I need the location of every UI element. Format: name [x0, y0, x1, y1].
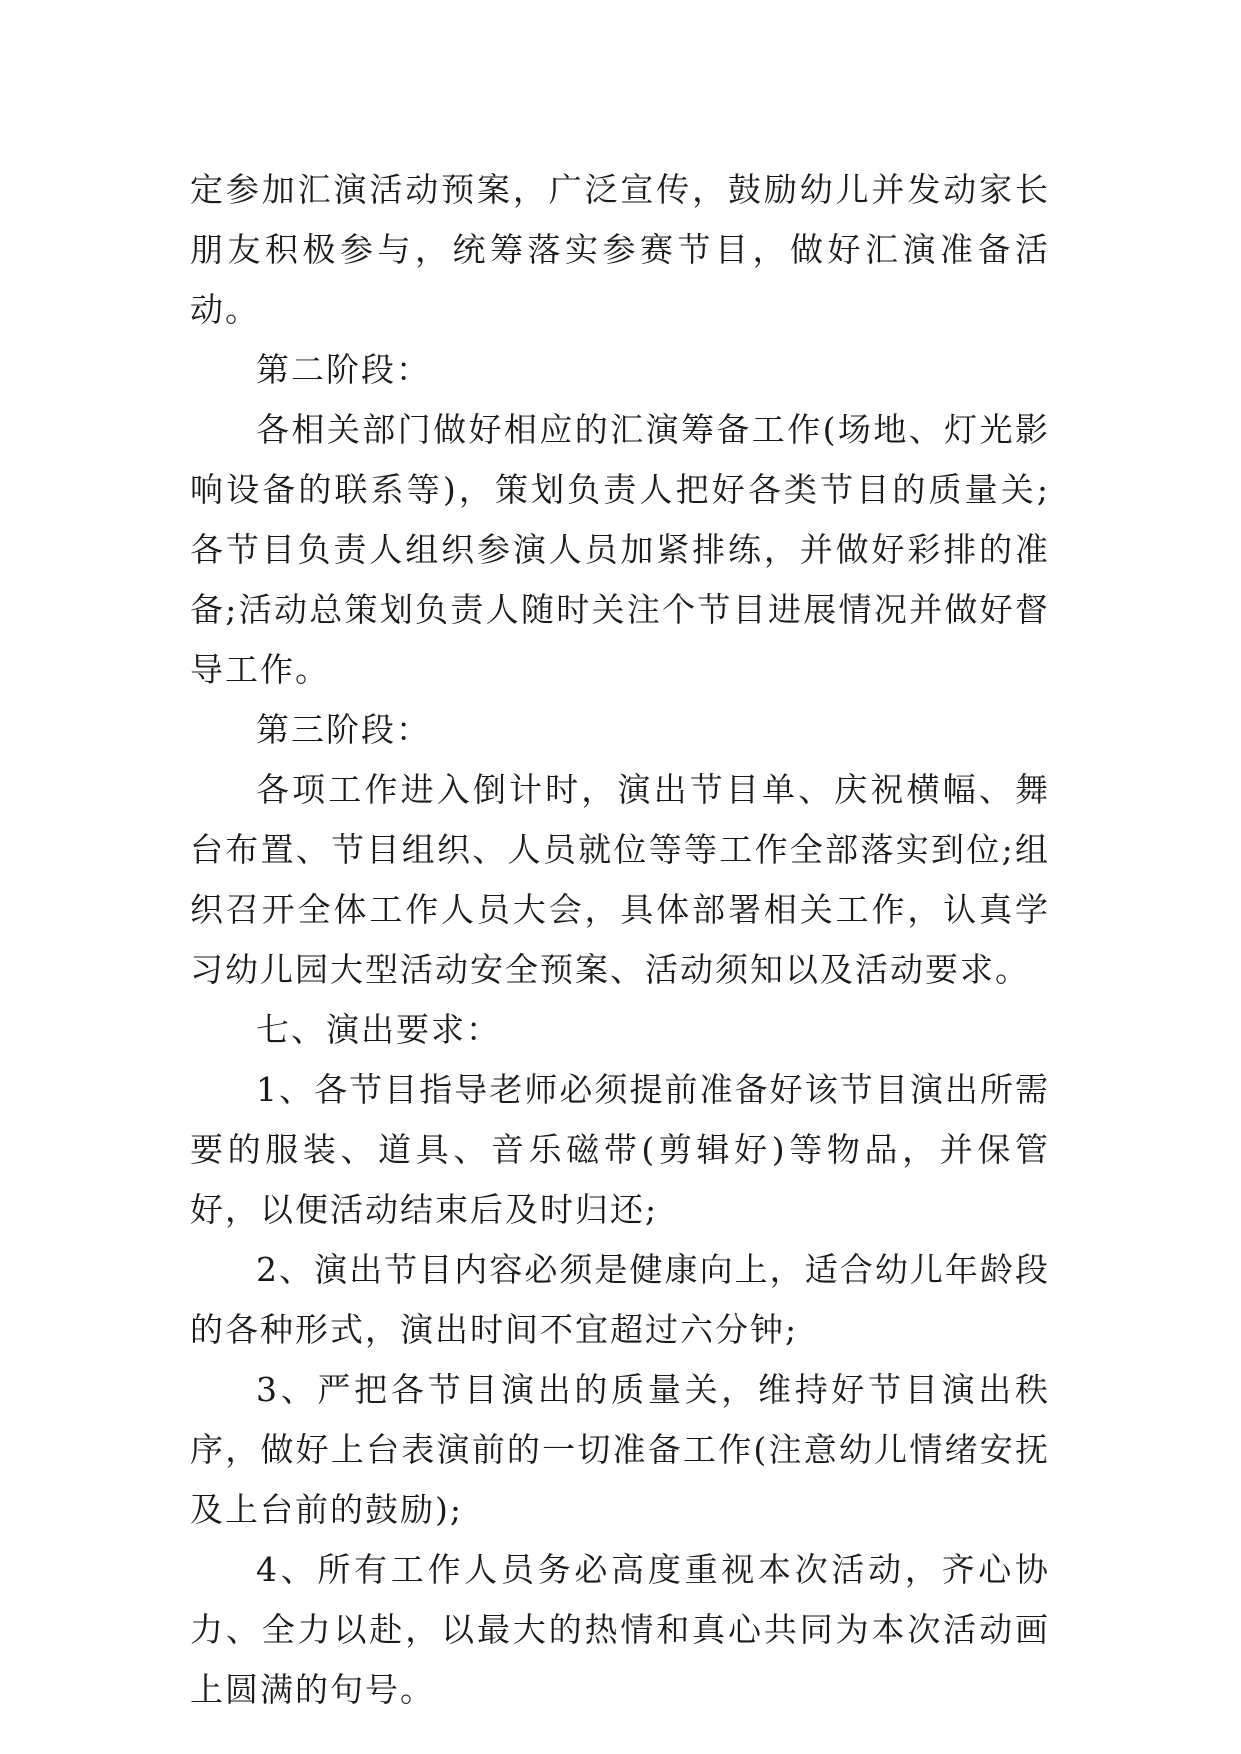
- requirement-item-3: 3、严把各节目演出的质量关，维持好节目演出秩序，做好上台表演前的一切准备工作(注意幼儿情绪安抚及上台前的鼓励);: [190, 1370, 1050, 1529]
- requirement-item-4: 4、所有工作人员务必高度重视本次活动，齐心协力、全力以赴，以最大的热情和真心共同为本次活动画上圆满的句号。: [190, 1550, 1050, 1709]
- paragraph-stage-three-heading: 第三阶段：: [256, 710, 431, 749]
- paragraph-stage-three-body: 各项工作进入倒计时，演出节目单、庆祝横幅、舞台布置、节目组织、人员就位等等工作全部落实到位;组织召开全体工作人员大会，具体部署相关工作，认真学习幼儿园大型活动安全预案、活动须知以及活动要求。: [190, 770, 1050, 989]
- requirement-item-1: 1、各节目指导老师必须提前准备好该节目演出所需要的服装、道具、音乐磁带(剪辑好)等物品，并保管好，以便活动结束后及时归还;: [190, 1070, 1050, 1229]
- requirement-item-2: 2、演出节目内容必须是健康向上，适合幼儿年龄段的各种形式，演出时间不宜超过六分钟;: [190, 1250, 1050, 1349]
- paragraph-stage-two-heading: 第二阶段：: [256, 350, 431, 389]
- section-heading-requirements: 七、演出要求：: [256, 1010, 501, 1049]
- paragraph-continuation: 定参加汇演活动预案，广泛宣传，鼓励幼儿并发动家长朋友积极参与，统筹落实参赛节目，做好汇演准备活动。: [190, 170, 1050, 329]
- paragraph-stage-two-body: 各相关部门做好相应的汇演筹备工作(场地、灯光影响设备的联系等)，策划负责人把好各类节目的质量关;各节目负责人组织参演人员加紧排练，并做好彩排的准备;活动总策划负责人随时关注个节目进展情况并做好督导工作。: [190, 410, 1050, 689]
- document-body: [190, 160, 1050, 1720]
